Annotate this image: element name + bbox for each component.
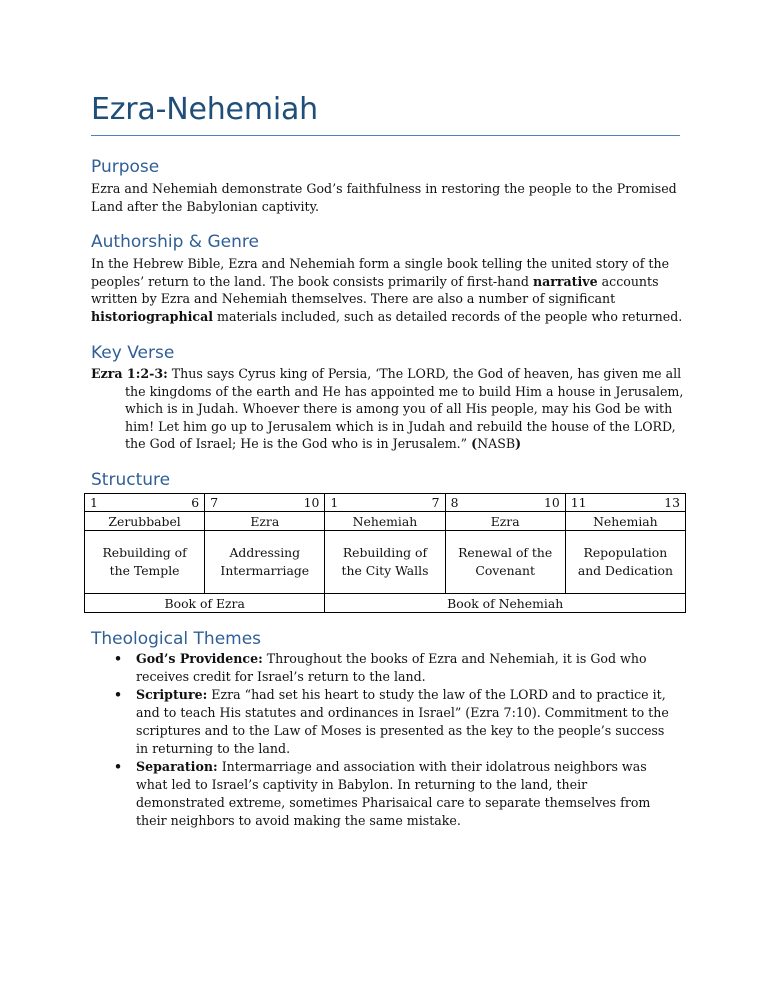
- event-cell: Renewal of the Covenant: [445, 531, 565, 594]
- chapter-range: 1 6: [85, 494, 205, 512]
- structure-table: [84, 493, 686, 613]
- theme-text: Intermarriage and association with their idolatrous neighbors was what led to Israel’s captivity in Babylon. In returning to the land, their demonstrated extreme, sometimes Pharisaical care to separate themselves from their neighbors to avoid making the same mistake.: [136, 759, 651, 828]
- chapter-row: [85, 494, 686, 512]
- narrative-term: narrative: [532, 273, 598, 289]
- title-divider: [91, 135, 680, 136]
- themes-heading: Theological Themes: [91, 629, 262, 649]
- authorship-heading: Authorship & Genre: [91, 232, 259, 252]
- page-title: Ezra-Nehemiah: [91, 92, 318, 127]
- leader-cell: Ezra: [205, 512, 325, 531]
- event-cell: Rebuilding of the City Walls: [325, 531, 445, 594]
- leader-row: [85, 512, 686, 531]
- theme-text: Ezra “had set his heart to study the law of the LORD and to practice it, and to teach His statutes and ordinances in Israel” (Ezra 7:10). Commitment to the scriptures and to the Law of Moses is presented as the key to the people’s success in returning to the land.: [136, 687, 669, 756]
- list-item: [114, 650, 674, 686]
- theme-label: God’s Providence:: [136, 651, 263, 666]
- leader-cell: Nehemiah: [325, 512, 445, 531]
- event-row: [85, 531, 686, 594]
- authorship-text: In the Hebrew Bible, Ezra and Nehemiah form a single book telling the united story of the peoples’ return to the land. The book consists primarily of first-hand narrative accounts written by Ezra and Nehemiah themselves. There are also a number of significant historiographical materials included, such as detailed records of the people who returned.: [91, 256, 683, 324]
- book-ezra-cell: Book of Ezra: [85, 594, 325, 613]
- bullet-icon: •: [114, 651, 123, 666]
- leader-cell: Ezra: [445, 512, 565, 531]
- themes-list: [114, 650, 674, 830]
- event-cell: Rebuilding of the Temple: [85, 531, 205, 594]
- theme-text: Throughout the books of Ezra and Nehemiah, it is God who receives credit for Israel’s return to the land.: [136, 651, 647, 684]
- chapter-range: 1 7: [325, 494, 445, 512]
- chapter-range: 8 10: [445, 494, 565, 512]
- leader-cell: Zerubbabel: [85, 512, 205, 531]
- theme-label: Separation:: [136, 759, 218, 774]
- bullet-icon: •: [114, 759, 123, 774]
- book-nehemiah-cell: Book of Nehemiah: [325, 594, 686, 613]
- verse-reference: Ezra 1:2-3:: [91, 366, 168, 381]
- chapter-range: 7 10: [205, 494, 325, 512]
- list-item: [114, 758, 674, 830]
- event-cell: Addressing Intermarriage: [205, 531, 325, 594]
- purpose-text: Ezra and Nehemiah demonstrate God’s faithfulness in restoring the people to the Promised Land after the Babylonian captivity.: [91, 181, 677, 214]
- theme-label: Scripture:: [136, 687, 208, 702]
- bullet-icon: •: [114, 687, 123, 702]
- key-verse-heading: Key Verse: [91, 343, 175, 363]
- event-cell: Repopulation and Dedication: [565, 531, 685, 594]
- structure-heading: Structure: [91, 470, 171, 490]
- bible-version: NASB: [477, 436, 516, 451]
- list-item: [114, 686, 674, 758]
- purpose-heading: Purpose: [91, 157, 160, 177]
- key-verse-text: Ezra 1:2-3: Thus says Cyrus king of Persia, ‘The LORD, the God of heaven, has given me all the kingdoms of the earth and He has appointed me to build Him a house in Jerusalem, which is in Judah. Whoever there is among you of all His people, may his God be with him! Let him go up to Jerusalem which is in Judah and rebuild the house of the LORD, the God of Israel; He is the God who is in Jerusalem.” (NASB): [91, 366, 684, 451]
- book-row: [85, 594, 686, 613]
- leader-cell: Nehemiah: [565, 512, 685, 531]
- chapter-range: 11 13: [565, 494, 685, 512]
- historiographical-term: historiographical: [91, 308, 214, 324]
